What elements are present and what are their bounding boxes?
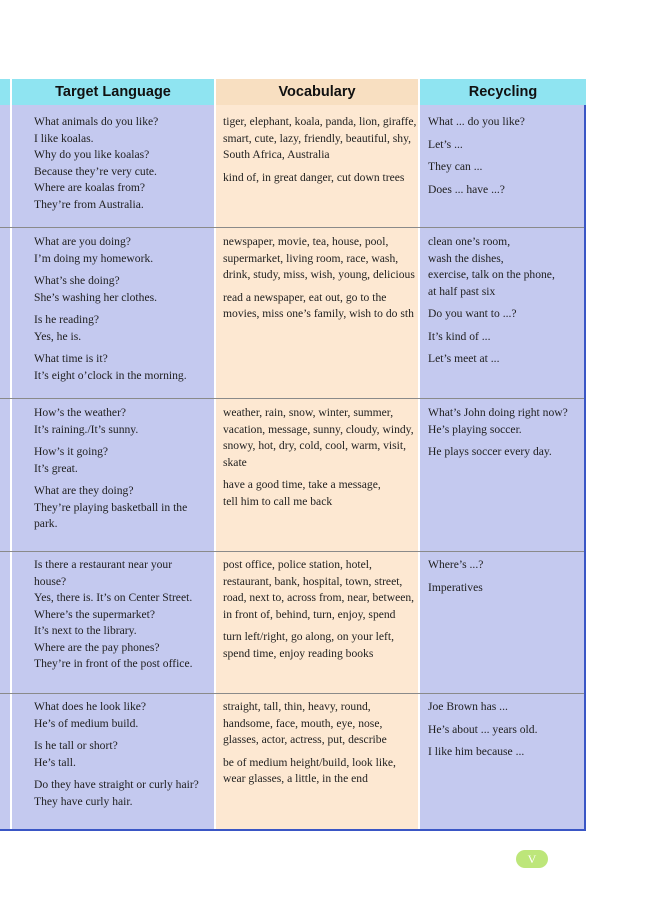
- text-line: restaurant, bank, hospital, town, street,: [223, 574, 403, 588]
- text-line: vacation, message, sunny, cloudy, windy,: [223, 422, 414, 436]
- text-line: They’re in front of the post office.: [34, 657, 193, 670]
- text-line: Where’s the supermarket?: [34, 607, 156, 621]
- text-line: exercise, talk on the phone,: [428, 268, 555, 281]
- text-group: [223, 234, 418, 284]
- text-line: Because they’re very cute.: [34, 164, 157, 178]
- text-line: Why do you like koalas?: [34, 148, 150, 161]
- text-group: [223, 170, 418, 187]
- text-line: They’re from Australia.: [34, 197, 144, 211]
- text-line: park.: [34, 517, 58, 530]
- text-line: Yes, he is.: [34, 329, 82, 343]
- text-line: Is he tall or short?: [34, 739, 118, 752]
- text-line: in front of, behind, turn, enjoy, spend: [223, 607, 396, 621]
- text-line: What are they doing?: [34, 484, 134, 497]
- text-group: [34, 351, 212, 384]
- text-line: What animals do you like?: [34, 115, 159, 128]
- text-line: supermarket, living room, race, wash,: [223, 251, 399, 265]
- text-line: turn left/right, go along, on your left,: [223, 630, 394, 643]
- target-language-cell: [34, 699, 212, 816]
- text-group: [34, 738, 212, 771]
- text-line: What time is it?: [34, 352, 108, 365]
- text-line: How’s it going?: [34, 445, 109, 458]
- text-line: Let’s meet at ...: [428, 352, 500, 365]
- text-group: [223, 477, 418, 510]
- text-line: He’s about ... years old.: [428, 722, 538, 736]
- text-group: [428, 557, 582, 574]
- recycling-cell: [428, 557, 582, 602]
- text-line: Is there a restaurant near your: [34, 558, 173, 571]
- text-line: How’s the weather?: [34, 406, 127, 419]
- text-line: It’s kind of ...: [428, 329, 491, 343]
- text-line: Joe Brown has ...: [428, 700, 508, 713]
- text-group: [34, 405, 212, 438]
- text-group: [428, 744, 582, 761]
- text-line: read a newspaper, eat out, go to the: [223, 290, 387, 304]
- text-line: Imperatives: [428, 580, 483, 594]
- text-line: tell him to call me back: [223, 494, 333, 508]
- text-line: kind of, in great danger, cut down trees: [223, 170, 405, 184]
- text-line: newspaper, movie, tea, house, pool,: [223, 235, 389, 248]
- text-line: road, next to, across from, near, between,: [223, 591, 415, 604]
- text-line: He’s tall.: [34, 755, 76, 769]
- text-line: It’s raining./It’s sunny.: [34, 422, 139, 436]
- text-line: Does ... have ...?: [428, 182, 505, 196]
- text-group: [34, 777, 212, 810]
- text-line: movies, miss one’s family, wish to do sth: [223, 307, 414, 320]
- text-group: [34, 273, 212, 306]
- text-group: [34, 699, 212, 732]
- text-line: Where’s ...?: [428, 558, 484, 571]
- text-line: It’s eight o’clock in the morning.: [34, 368, 187, 382]
- text-group: [34, 444, 212, 477]
- text-line: snowy, hot, dry, cold, cool, warm, visit,: [223, 439, 407, 452]
- vocabulary-cell: [223, 114, 418, 192]
- text-group: [428, 722, 582, 739]
- text-group: [428, 699, 582, 716]
- page-number-badge: V: [516, 850, 548, 868]
- text-line: What does he look like?: [34, 700, 147, 713]
- header-target-language: Target Language: [12, 79, 214, 105]
- text-group: [223, 557, 418, 623]
- text-line: What’s John doing right now?: [428, 406, 568, 419]
- text-line: Where are koalas from?: [34, 181, 146, 194]
- text-line: What’s she doing?: [34, 274, 120, 287]
- text-line: spend time, enjoy reading books: [223, 646, 374, 660]
- vocabulary-cell: [223, 405, 418, 516]
- vocabulary-cell: [223, 234, 418, 329]
- text-line: glasses, actor, actress, put, describe: [223, 733, 387, 746]
- syllabus-table: [0, 79, 586, 831]
- text-group: [428, 234, 582, 300]
- text-line: I like koalas.: [34, 131, 94, 145]
- recycling-cell: [428, 405, 582, 467]
- text-line: They can ...: [428, 160, 483, 173]
- text-group: [34, 483, 212, 533]
- text-group: [428, 182, 582, 199]
- text-group: [428, 351, 582, 368]
- row-divider: [0, 693, 584, 694]
- text-line: clean one’s room,: [428, 235, 511, 248]
- text-group: [428, 306, 582, 323]
- row-divider: [0, 227, 584, 228]
- text-line: house?: [34, 574, 67, 588]
- text-line: straight, tall, thin, heavy, round,: [223, 700, 371, 713]
- vocabulary-cell: [223, 557, 418, 668]
- text-group: [223, 755, 418, 788]
- text-group: [428, 580, 582, 597]
- text-line: be of medium height/build, look like,: [223, 755, 396, 769]
- text-line: She’s washing her clothes.: [34, 290, 158, 304]
- text-group: [34, 557, 212, 673]
- header-strip: [0, 79, 10, 105]
- header-recycling: Recycling: [420, 79, 586, 105]
- text-group: [34, 114, 212, 213]
- text-line: at half past six: [428, 284, 496, 298]
- text-line: Let’s ...: [428, 137, 463, 151]
- text-line: weather, rain, snow, winter, summer,: [223, 406, 394, 419]
- text-group: [428, 137, 582, 154]
- text-group: [223, 699, 418, 749]
- text-line: handsome, face, mouth, eye, nose,: [223, 716, 383, 730]
- text-line: He’s playing soccer.: [428, 422, 522, 436]
- text-group: [34, 234, 212, 267]
- row-divider: [0, 551, 584, 552]
- recycling-cell: [428, 114, 582, 204]
- text-line: South Africa, Australia: [223, 148, 330, 161]
- text-line: Where are the pay phones?: [34, 640, 160, 654]
- text-group: [223, 290, 418, 323]
- text-line: They’re playing basketball in the: [34, 500, 188, 514]
- text-group: [428, 405, 582, 438]
- text-line: tiger, elephant, koala, panda, lion, giraffe,: [223, 115, 417, 128]
- recycling-cell: [428, 234, 582, 374]
- text-line: I like him because ...: [428, 745, 525, 758]
- text-line: post office, police station, hotel,: [223, 558, 372, 571]
- text-group: [223, 114, 418, 164]
- text-line: It’s next to the library.: [34, 624, 137, 637]
- text-line: Do they have straight or curly hair?: [34, 778, 199, 791]
- recycling-cell: [428, 699, 582, 767]
- text-line: wash the dishes,: [428, 251, 504, 265]
- text-line: I’m doing my homework.: [34, 251, 154, 265]
- text-line: He’s of medium build.: [34, 716, 139, 730]
- text-line: They have curly hair.: [34, 794, 133, 808]
- text-line: skate: [223, 455, 247, 469]
- text-line: What ... do you like?: [428, 115, 525, 128]
- text-line: Do you want to ...?: [428, 307, 517, 320]
- text-line: have a good time, take a message,: [223, 478, 381, 491]
- text-group: [428, 159, 582, 176]
- left-margin-column: [0, 105, 10, 829]
- text-line: Yes, there is. It’s on Center Street.: [34, 591, 193, 604]
- text-line: Is he reading?: [34, 313, 100, 326]
- text-group: [223, 629, 418, 662]
- header-vocabulary: Vocabulary: [216, 79, 418, 105]
- text-line: drink, study, miss, wish, young, delicious: [223, 268, 415, 281]
- target-language-cell: [34, 234, 212, 390]
- text-group: [428, 444, 582, 461]
- text-line: It’s great.: [34, 461, 78, 475]
- text-line: He plays soccer every day.: [428, 445, 552, 458]
- vocabulary-cell: [223, 699, 418, 794]
- target-language-cell: [34, 557, 212, 679]
- target-language-cell: [34, 114, 212, 219]
- text-line: wear glasses, a little, in the end: [223, 772, 368, 785]
- text-line: smart, cute, lazy, friendly, beautiful, shy,: [223, 131, 412, 145]
- text-group: [223, 405, 418, 471]
- text-group: [34, 312, 212, 345]
- text-group: [428, 114, 582, 131]
- row-divider: [0, 398, 584, 399]
- text-line: What are you doing?: [34, 235, 131, 248]
- text-group: [428, 329, 582, 346]
- target-language-cell: [34, 405, 212, 539]
